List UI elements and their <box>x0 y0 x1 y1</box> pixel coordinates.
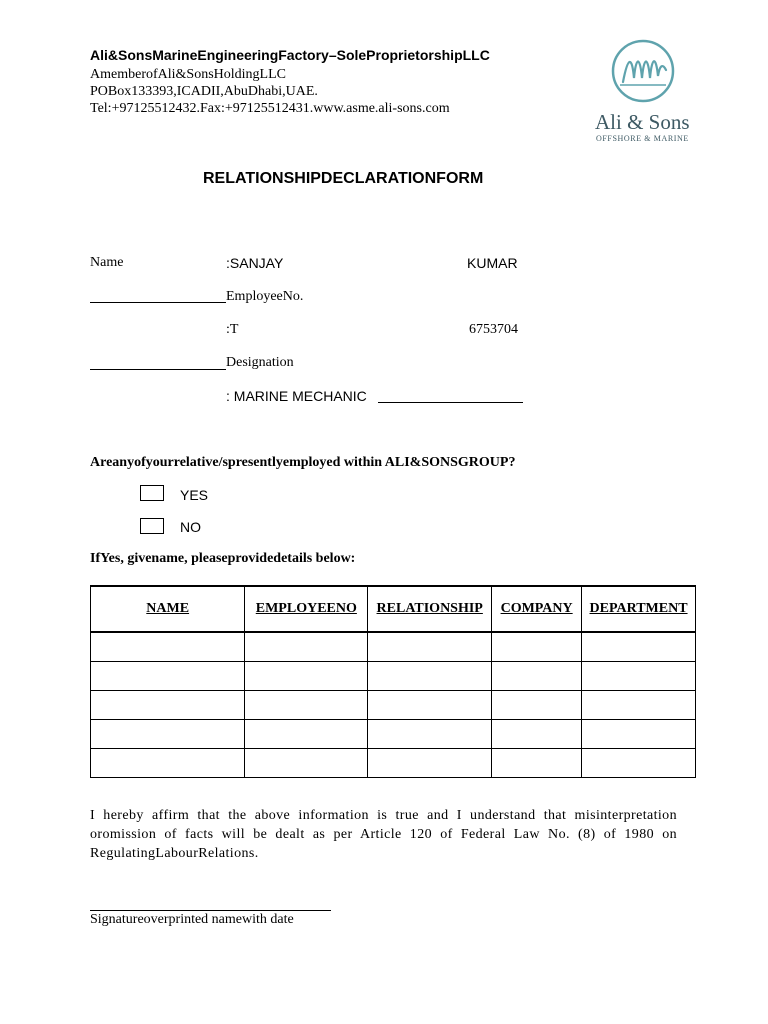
col-header-name: NAME <box>91 586 245 632</box>
table-cell[interactable] <box>91 720 245 749</box>
relatives-table <box>90 585 696 778</box>
name-value-last[interactable]: KUMAR <box>467 255 518 271</box>
table-cell[interactable] <box>91 749 245 778</box>
table-cell[interactable] <box>245 720 368 749</box>
table-cell[interactable] <box>91 632 245 662</box>
form-title: RELATIONSHIPDECLARATIONFORM <box>203 170 484 187</box>
col-header-company: COMPANY <box>492 586 582 632</box>
signature-line[interactable] <box>90 910 331 911</box>
table-cell[interactable] <box>492 749 582 778</box>
table-row <box>91 632 696 662</box>
employee-no-prefix[interactable]: :T <box>226 322 239 337</box>
table-cell[interactable] <box>582 749 696 778</box>
table-cell[interactable] <box>492 632 582 662</box>
table-cell[interactable] <box>368 749 492 778</box>
table-cell[interactable] <box>582 720 696 749</box>
relatives-question: Areanyofyourrelative/spresentlyemployed within ALI&SONSGROUP? <box>90 455 516 470</box>
no-label: NO <box>180 519 201 535</box>
table-header-row <box>91 586 696 632</box>
col-header-department: DEPARTMENT <box>582 586 696 632</box>
address-line-3: Tel:+97125512432.Fax:+97125512431.www.asme.ali-sons.com <box>90 101 450 116</box>
logo-brand: Ali & Sons <box>595 110 690 134</box>
employee-no-label: EmployeeNo. <box>226 289 304 304</box>
table-cell[interactable] <box>582 662 696 691</box>
col-header-employee-no: EMPLOYEENO <box>245 586 368 632</box>
table-cell[interactable] <box>245 632 368 662</box>
table-cell[interactable] <box>245 749 368 778</box>
blank-line <box>90 369 226 370</box>
yes-label: YES <box>180 487 209 503</box>
table-cell[interactable] <box>492 720 582 749</box>
table-cell[interactable] <box>368 720 492 749</box>
table-cell[interactable] <box>245 691 368 720</box>
designation-value[interactable]: : MARINE MECHANIC <box>226 388 367 404</box>
wave-coil-logo-icon <box>590 36 700 108</box>
address-line-1: AmemberofAli&SonsHoldingLLC <box>90 67 286 82</box>
designation-underline <box>378 402 523 403</box>
yes-checkbox[interactable] <box>140 485 164 501</box>
name-label: Name <box>90 255 124 270</box>
table-row <box>91 749 696 778</box>
table-cell[interactable] <box>492 691 582 720</box>
table-row <box>91 720 696 749</box>
company-logo <box>590 36 700 146</box>
table-cell[interactable] <box>368 632 492 662</box>
address-line-2: POBox133393,ICADII,AbuDhabi,UAE. <box>90 84 318 99</box>
table-row <box>91 691 696 720</box>
declaration-text: I hereby affirm that the above information is true and I understand that misinterpretation oromission of facts will be dealt as per Article 120 of Federal Law No. (8) of 1980 on RegulatingLabourRelations. <box>90 808 677 861</box>
if-yes-instruction: IfYes, givename, pleaseprovidedetails below: <box>90 551 356 566</box>
table-cell[interactable] <box>245 662 368 691</box>
name-value-first[interactable]: :SANJAY <box>226 255 284 271</box>
blank-line <box>90 302 226 303</box>
designation-label: Designation <box>226 355 294 370</box>
no-checkbox[interactable] <box>140 518 164 534</box>
table-cell[interactable] <box>582 691 696 720</box>
table-cell[interactable] <box>582 632 696 662</box>
table-row <box>91 662 696 691</box>
logo-tagline: OFFSHORE & MARINE <box>596 134 689 143</box>
signature-label: Signatureoverprinted namewith date <box>90 912 294 927</box>
company-name: Ali&SonsMarineEngineeringFactory–SoleProprietorshipLLC <box>90 47 490 63</box>
table-cell[interactable] <box>91 691 245 720</box>
table-cell[interactable] <box>368 662 492 691</box>
table-cell[interactable] <box>368 691 492 720</box>
col-header-relationship: RELATIONSHIP <box>368 586 492 632</box>
table-cell[interactable] <box>492 662 582 691</box>
employee-no-value[interactable]: 6753704 <box>469 322 518 337</box>
table-cell[interactable] <box>91 662 245 691</box>
